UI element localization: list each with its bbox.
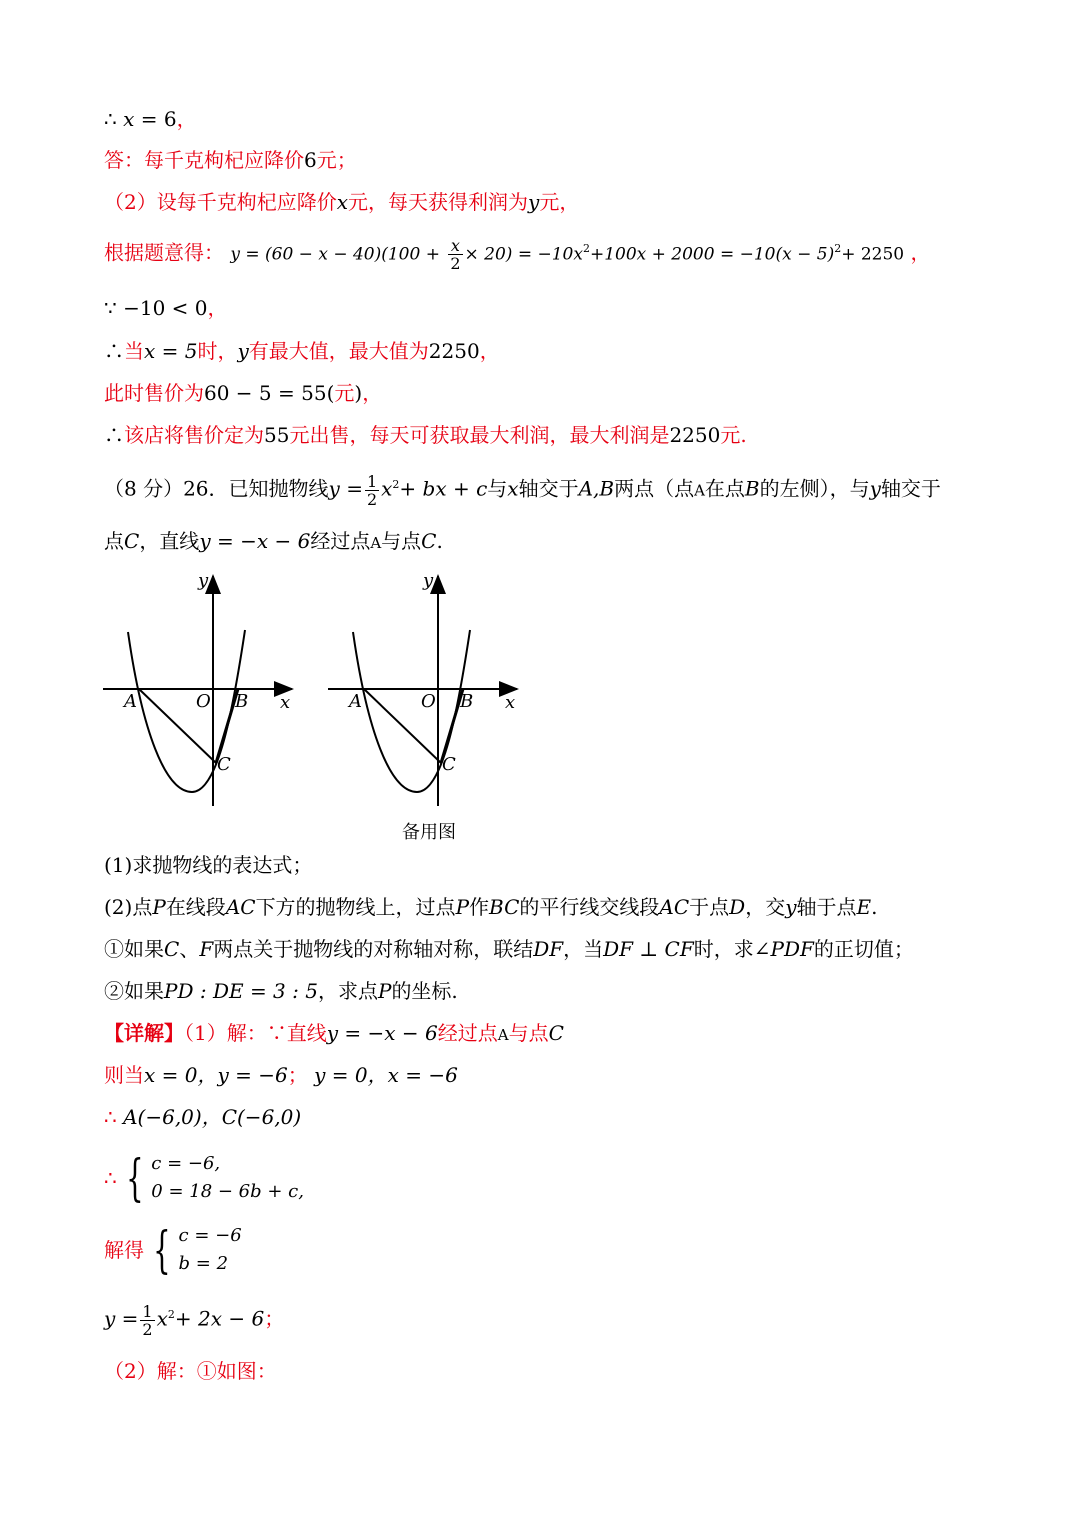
line-selling-price: 此时售价为60 − 5 = 55(元)， [104, 381, 383, 405]
solution-part-2: （2）解：①如图： [104, 1359, 277, 1383]
question-part-2-sub-2: ②如果PD : DE = 3 : 5，求点P的坐标. [104, 979, 458, 1003]
label-b: B [460, 691, 474, 712]
parabola-expression: y = $\frac{1}{2}$ $x^2+ 2x - 6$； [104, 1301, 285, 1339]
question-part-2: (2)点P在线段AC下方的抛物线上，过点P作BC的平行线交线段AC于点D，交y轴于点E. [104, 895, 878, 919]
fraction-one-half: $\frac{1}{2}$ [366, 471, 378, 509]
left-brace: { [153, 1221, 172, 1279]
solution-solved: 解得 { c = −6 b = 2 [104, 1221, 242, 1279]
solution-part-1: 【详解】（1）解：∵直线y = −x − 6经过点A与点C [104, 1021, 564, 1045]
line-x-equals-6: ∴ x = 6， [104, 107, 197, 131]
label-o: O [421, 691, 436, 712]
solution-system: ∴ { c = −6, 0 = 18 − 6b + c, [104, 1149, 304, 1207]
solution-system: c = −6 b = 2 [178, 1225, 242, 1274]
label-o: O [196, 691, 211, 712]
label-a: A [124, 691, 137, 712]
line-max-value: ∴当x = 5时，y有最大值，最大值为2250， [104, 339, 500, 363]
parabola-figure-left [100, 570, 300, 810]
label-x: x [280, 692, 291, 713]
question-26-statement: （8 分）26．已知抛物线y = $\frac{1}{2}$ $x^2+$ bx + c与x轴交于A,B两点（点A在点B的左侧），与y轴交于 [104, 471, 941, 509]
question-part-1: (1)求抛物线的表达式； [104, 853, 313, 877]
equation-system: c = −6, 0 = 18 − 6b + c, [151, 1153, 304, 1202]
label-y: y [423, 570, 434, 591]
part2-setup: （2）设每千克枸杞应降价x元，每天获得利润为y元， [104, 190, 580, 214]
fraction-x-over-2: $\frac{x}{2}$ [450, 235, 461, 273]
label-x: x [505, 692, 516, 713]
label-c: C [217, 754, 231, 775]
solution-intercepts: 则当x = 0，y = −6； y = 0，x = −6 [104, 1063, 458, 1087]
label-b: B [235, 691, 249, 712]
label-a: A [349, 691, 362, 712]
profit-equation: 根据题意得： y = (60 − x − 40)(100 + $\frac{x}{2}$ × $20) = -10x^2+100x + 2000 = -10(x - 5)^2+ 2250$ ， [104, 235, 931, 273]
label-c: C [442, 754, 456, 775]
label-y: y [198, 570, 209, 591]
left-brace: { [126, 1149, 144, 1207]
figure-caption: 备用图 [402, 822, 456, 843]
solution-points: ∴ A(−6,0)，C(−6,0) [104, 1105, 302, 1129]
fraction-one-half: $\frac{1}{2}$ [142, 1301, 153, 1339]
parabola-figure-right [325, 570, 525, 810]
question-part-2-sub-1: ①如果C、F两点关于抛物线的对称轴对称，联结DF，当DF ⊥ CF时，求∠PDF的正切值； [104, 937, 914, 961]
line-negative-coefficient: ∵ −10 < 0， [104, 296, 228, 320]
question-26-statement-cont: 点C，直线y = −x − 6经过点A与点C. [104, 529, 443, 553]
line-conclusion: ∴该店将售价定为55元出售，每天可获取最大利润，最大利润是2250元. [104, 423, 747, 447]
answer-price-drop: 答：每千克枸杞应降价6元； [104, 148, 357, 172]
